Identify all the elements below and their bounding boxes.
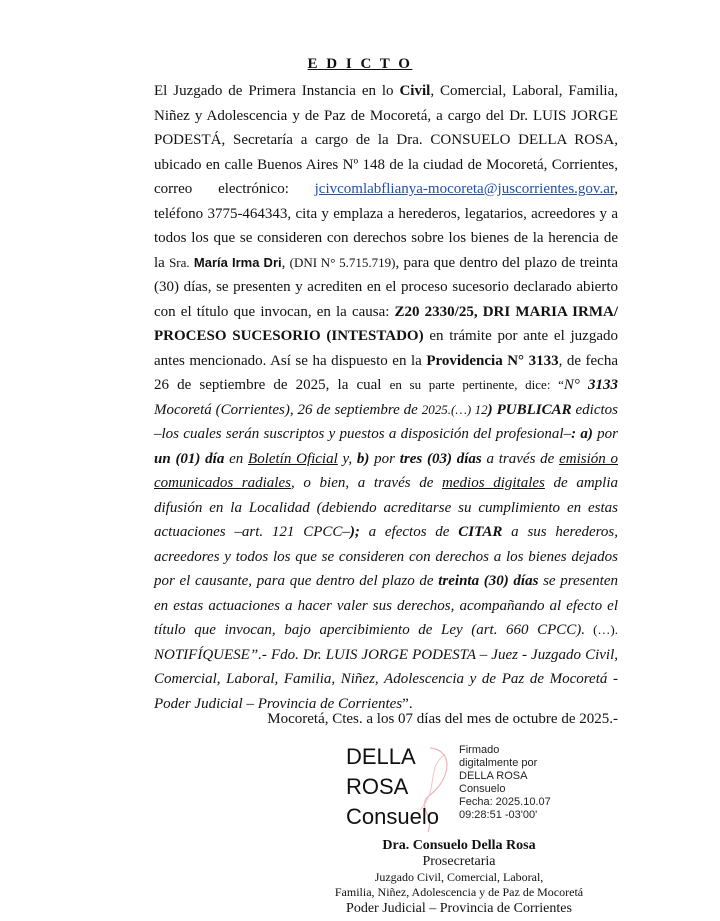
text-segment: ”. bbox=[402, 695, 413, 712]
signature-meta-line: Fecha: 2025.10.07 bbox=[459, 796, 551, 808]
edict-paragraph bbox=[138, 79, 618, 716]
text-segment: a efectos de bbox=[359, 524, 459, 540]
text-bold: tres (03) días bbox=[399, 450, 482, 467]
text-underline: emisión o comunicados radiales bbox=[154, 450, 619, 491]
text-bold: Civil bbox=[399, 83, 431, 99]
signature-meta-line: 09:28:51 -03'00' bbox=[459, 809, 538, 821]
text-segment: por bbox=[369, 450, 400, 467]
case-number: Z20 2330/25, DRI MARIA IRMA/ PROCESO SUCESORIO (INTESTADO) bbox=[154, 303, 618, 344]
providencia-ref: Providencia N° 3133 bbox=[426, 352, 559, 369]
signature-name-line: Consuelo bbox=[346, 804, 439, 829]
text-segment: en bbox=[224, 450, 249, 467]
dni-text: (DNI N° 5.715.719) bbox=[289, 254, 396, 270]
edict-body bbox=[138, 79, 618, 716]
text-segment: , teléfono 3775-464343, cita y emplaza a herederos, legatarios, acreedores y a todos los que se consideren con derechos sobre los bienes de la herencia de la bbox=[154, 181, 618, 271]
text-segment: edictos –los cuales serán suscriptos y puestos a disposición del profesional– bbox=[154, 401, 618, 442]
text-bold: un (01) día bbox=[154, 450, 225, 467]
text-small: 2025.(…) 12 bbox=[421, 401, 488, 417]
text-segment: Mocoretá (Corrientes), 26 de septiembre de bbox=[154, 401, 422, 418]
text-segment: El Juzgado de Primera Instancia en lo bbox=[154, 83, 400, 99]
document-title: E D I C T O bbox=[307, 56, 413, 72]
signer-role: Prosecretaria bbox=[422, 854, 496, 869]
text-bold: ); bbox=[349, 524, 360, 540]
text-segment: se presenten en estas actuaciones a hacer valer sus derechos, acompañando al efecto el título que invocan, bajo apercibimiento de Ley (art. 660 CPCC). bbox=[154, 573, 618, 638]
text-segment: de amplia difusión en la Localidad (debiendo acreditarse su cumplimiento en estas actuaciones –art. 121 CPCC– bbox=[154, 475, 619, 540]
text-segment: , o bien, a través de bbox=[290, 475, 443, 491]
email-link[interactable]: jcivcomlabflianya-mocoreta@juscorrientes.gov.ar bbox=[314, 181, 615, 197]
text-segment: N° bbox=[563, 377, 588, 393]
text-small: (…). bbox=[585, 622, 618, 637]
court-line: Familia, Niñez, Adolescencia y de Paz de Mocoretá bbox=[334, 885, 584, 899]
digital-signature-name bbox=[346, 742, 439, 832]
quoted-resolution bbox=[154, 377, 618, 638]
text-bold: b) bbox=[356, 450, 370, 467]
text-bold: treinta (30) días bbox=[438, 573, 539, 589]
organization-line: Poder Judicial – Provincia de Corrientes bbox=[346, 901, 572, 916]
signature-meta-line: digitalmente por bbox=[459, 757, 538, 769]
text-bold: CITAR bbox=[458, 524, 503, 540]
signature-name-line: ROSA bbox=[346, 774, 409, 799]
text-segment: , bbox=[281, 254, 286, 271]
text-underline: medios digitales bbox=[442, 475, 545, 491]
text-segment: , para que dentro del plazo de treinta (30) días, se presenten y acrediten en el proceso sucesorio declarado abierto con el título que invocan, en la causa: bbox=[154, 254, 619, 320]
text-segment: por bbox=[597, 426, 618, 442]
text-segment: , Comercial, Laboral, Familia, Niñez y Adolescencia y de Paz de Mocoretá, a cargo del Dr. LUIS JORGE PODESTÁ, Secretaría a cargo de la Dra. CONSUELO DELLA ROSA, ubicado en calle Buenos Aires Nº 148 de la ciudad de Mocoretá, Corrientes, correo electrónico: bbox=[154, 83, 618, 197]
text-segment: a sus herederos, acreedores y todos los que se consideren con derechos a los bienes dejados por el causante, para que dentro del plazo de bbox=[154, 524, 619, 589]
quoted-signature: NOTIFÍQUESE”.- Fdo. Dr. LUIS JORGE PODESTA – Juez - Juzgado Civil, Comercial, Laboral, Familia, Niñez, Adolescencia y de Paz de Mocoretá - Poder Judicial – Provincia de Corrientes bbox=[154, 646, 618, 712]
text-bold: ) PUBLICAR bbox=[487, 401, 572, 418]
text-small: Sra. bbox=[169, 254, 190, 270]
deceased-name: María Irma Dri bbox=[193, 254, 282, 270]
text-underline: Boletín Oficial bbox=[248, 450, 338, 467]
place-date: Mocoretá, Ctes. a los 07 días del mes de octubre de 2025.- bbox=[267, 711, 618, 727]
signer-name: Dra. Consuelo Della Rosa bbox=[382, 838, 536, 853]
text-bold: 3133 bbox=[587, 377, 618, 393]
signature-footer bbox=[0, 838, 720, 917]
signature-meta-line: Firmado bbox=[459, 744, 500, 756]
text-small: en su parte pertinente, dice: “ bbox=[389, 377, 564, 392]
text-segment: a través de bbox=[481, 450, 560, 467]
text-segment: en trámite por ante el juzgado antes mencionado. Así se ha dispuesto en la bbox=[154, 328, 618, 369]
court-line: Juzgado Civil, Comercial, Laboral, bbox=[374, 870, 544, 884]
signature-meta-line: Consuelo bbox=[459, 783, 506, 795]
digital-signature-details bbox=[459, 744, 551, 822]
text-segment: y, bbox=[337, 450, 357, 467]
text-bold: : a) bbox=[571, 426, 598, 442]
signature-name-line: DELLA bbox=[346, 744, 416, 769]
signature-meta-line: DELLA ROSA bbox=[459, 770, 528, 782]
text-segment: , de fecha 26 de septiembre de 2025, la cual bbox=[154, 352, 618, 393]
